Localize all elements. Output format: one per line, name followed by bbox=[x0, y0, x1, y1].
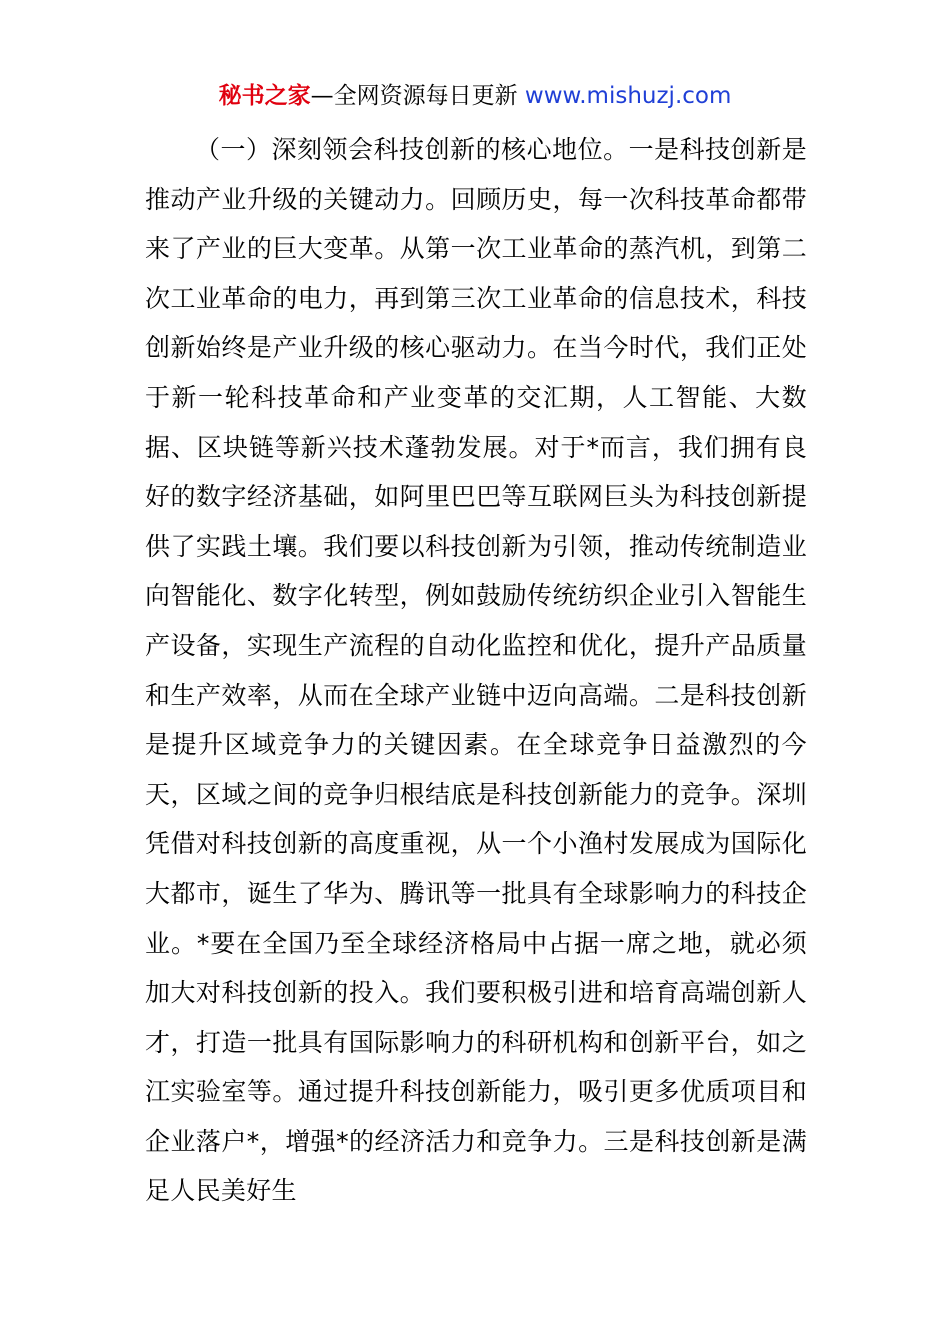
header-tagline: —全网资源每日更新 bbox=[310, 83, 525, 109]
body-paragraph: （一）深刻领会科技创新的核心地位。一是科技创新是推动产业升级的关键动力。回顾历史，每一次科技革命都带来了产业的巨大变革。从第一次工业革命的蒸汽机，到第二次工业革命的电力，再到第三次工业革命的信息技术，科技创新始终是产业升级的核心驱动力。在当今时代，我们正处于新一轮科技革命和产业变革的交汇期，人工智能、大数据、区块链等新兴技术蓬勃发展。对于*而言，我们拥有良好的数字经济基础，如阿里巴巴等互联网巨头为科技创新提供了实践土壤。我们要以科技创新为引领，推动传统制造业向智能化、数字化转型，例如鼓励传统纺织企业引入智能生产设备，实现生产流程的自动化监控和优化，提升产品质量和生产效率，从而在全球产业链中迈向高端。二是科技创新是提升区域竞争力的关键因素。在全球竞争日益激烈的今天，区域之间的竞争归根结底是科技创新能力的竞争。深圳凭借对科技创新的高度重视，从一个小渔村发展成为国际化大都市，诞生了华为、腾讯等一批具有全球影响力的科技企业。*要在全国乃至全球经济格局中占据一席之地，就必须加大对科技创新的投入。我们要积极引进和培育高端创新人才，打造一批具有国际影响力的科研机构和创新平台，如之江实验室等。通过提升科技创新能力，吸引更多优质项目和企业落户*，增强*的经济活力和竞争力。三是科技创新是满足人民美好生 bbox=[145, 135, 807, 1206]
site-header bbox=[0, 80, 950, 112]
brand-name: 秘书之家 bbox=[218, 83, 311, 109]
site-url-link[interactable]: www.mishuzj.com bbox=[524, 83, 732, 109]
document-body bbox=[145, 125, 807, 1216]
